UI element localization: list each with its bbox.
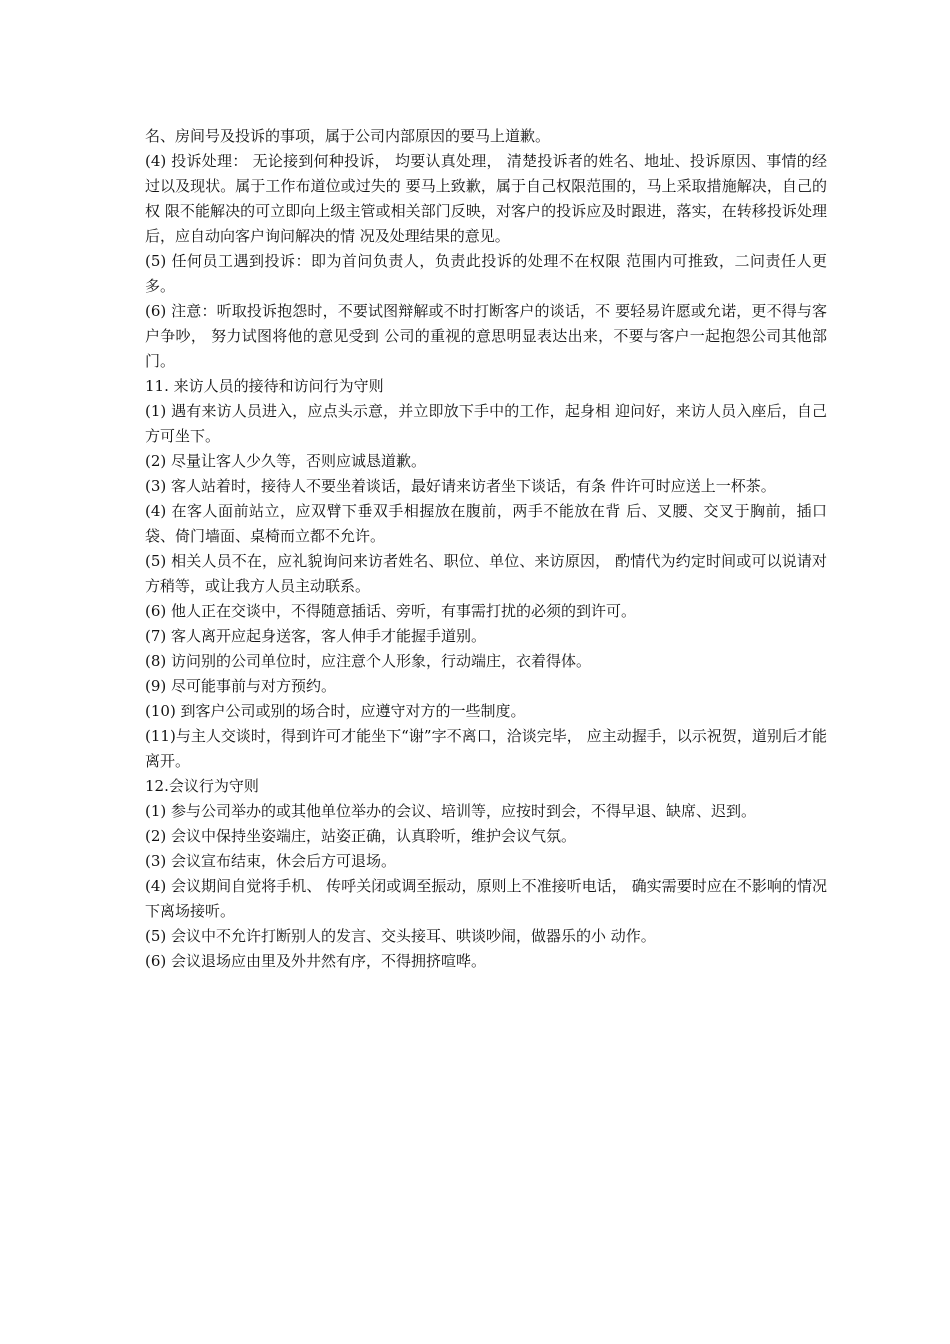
section-heading-meetings: 12.会议行为守则	[145, 777, 259, 795]
paragraph-meeting-4: (4) 会议期间自觉将手机、 传呼关闭或调至振动，原则上不准接听电话， 确实需要时应在不影响的情况下离场接听。	[145, 877, 827, 920]
paragraph-meeting-5: (5) 会议中不允许打断别人的发言、交头接耳、哄谈吵闹，做器乐的小 动作。	[145, 927, 656, 945]
section-heading-visitors: 11. 来访人员的接待和访问行为守则	[145, 377, 384, 395]
paragraph-visitor-6: (6) 他人正在交谈中，不得随意插话、旁听，有事需打扰的必须的到许可。	[145, 602, 637, 620]
paragraph-visitor-3: (3) 客人站着时，接待人不要坐着谈话，最好请来访者坐下谈话，有条 件许可时应送上一杯茶。	[145, 477, 776, 495]
paragraph-visitor-5: (5) 相关人员不在，应礼貌询问来访者姓名、职位、单位、来访原因， 酌情代为约定时间或可以说请对方稍等，或让我方人员主动联系。	[145, 552, 827, 595]
paragraph-first-responsible: (5) 任何员工遇到投诉：即为首问负责人，负责此投诉的处理不在权限 范围内可推致，二问责任人更多。	[145, 252, 827, 295]
paragraph-complaint-attention: (6) 注意：听取投诉抱怨时，不要试图辩解或不时打断客户的谈话，不 要轻易许愿或允诺，更不得与客户争吵， 努力试图将他的意见受到 公司的重视的意思明显表达出来，不要与客户一起抱怨公司其他部 门。	[145, 302, 827, 370]
paragraph-meeting-3: (3) 会议宣布结束，休会后方可退场。	[145, 852, 397, 870]
paragraph-visitor-9: (9) 尽可能事前与对方预约。	[145, 677, 337, 695]
paragraph-visitor-11: (11)与主人交谈时，得到许可才能坐下“谢”字不离口，洽谈完毕， 应主动握手，以示祝贺，道别后才能离开。	[145, 727, 827, 770]
paragraph-complaint-continuation: 名、房间号及投诉的事项，属于公司内部原因的要马上道歉。	[145, 127, 551, 145]
paragraph-meeting-1: (1) 参与公司举办的或其他单位举办的会议、培训等，应按时到会，不得早退、缺席、迟到。	[145, 802, 757, 820]
paragraph-visitor-8: (8) 访问别的公司单位时，应注意个人形象，行动端庄，衣着得体。	[145, 652, 592, 670]
document-body	[145, 124, 827, 974]
paragraph-visitor-2: (2) 尽量让客人少久等，否则应诚恳道歉。	[145, 452, 427, 470]
paragraph-visitor-7: (7) 客人离开应起身送客，客人伸手才能握手道别。	[145, 627, 487, 645]
paragraph-meeting-6: (6) 会议退场应由里及外井然有序，不得拥挤喧哗。	[145, 952, 487, 970]
paragraph-meeting-2: (2) 会议中保持坐姿端庄，站姿正确，认真聆听，维护会议气氛。	[145, 827, 577, 845]
paragraph-complaint-handling: (4) 投诉处理： 无论接到何种投诉， 均要认真处理， 清楚投诉者的姓名、地址、投诉原因、事情的经过以及现状。属于工作布道位或过失的 要马上致歉，属于自己权限范围的，马上采取措施解决，自己的权 限不能解决的可立即向上级主管或相关部门反映，对客户的投诉应及时跟进，落实，在转移投诉处理后，应自动向客户询问解决的情 况及处理结果的意见。	[145, 152, 827, 245]
paragraph-visitor-10: (10) 到客户公司或别的场合时，应遵守对方的一些制度。	[145, 702, 526, 720]
paragraph-visitor-4: (4) 在客人面前站立，应双臂下垂双手相握放在腹前，两手不能放在背 后、叉腰、交叉于胸前，插口袋、倚门墙面、桌椅而立都不允许。	[145, 502, 827, 545]
paragraph-visitor-1: (1) 遇有来访人员进入，应点头示意，并立即放下手中的工作，起身相 迎问好，来访人员入座后，自己方可坐下。	[145, 402, 827, 445]
